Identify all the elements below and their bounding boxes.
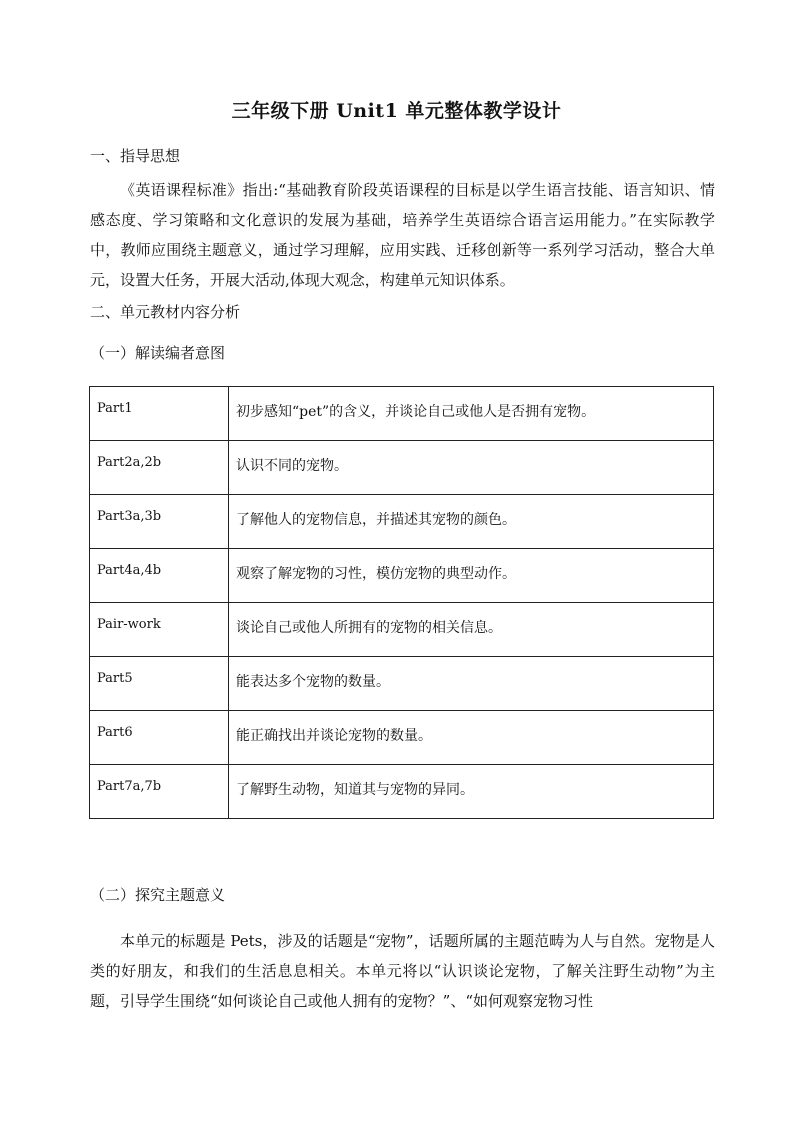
- table-cell-description: 观察了解宠物的习性，模仿宠物的典型动作。: [229, 549, 714, 603]
- table-cell-part: Part6: [90, 711, 229, 765]
- table-cell-part: Part7a,7b: [90, 765, 229, 819]
- theme-meaning-paragraph: 本单元的标题是 Pets，涉及的话题是“宠物”，话题所属的主题范畴为人与自然。宠物是人类的好朋友，和我们的生活息息相关。本单元将以“认识谈论宠物，了解关注野生动物”为主题，引导学生围绕“如何谈论自己或他人拥有的宠物？”、“如何观察宠物习性: [90, 932, 715, 1010]
- table-cell-part: Pair-work: [90, 603, 229, 657]
- table-row: [90, 495, 714, 549]
- editor-intent-table: [89, 386, 714, 819]
- table-cell-part: Part1: [90, 387, 229, 441]
- section-heading-guiding-thought: 一、指导思想: [90, 147, 181, 165]
- guiding-thought-paragraph: 《英语课程标准》指出:“基础教育阶段英语课程的目标是以学生语言技能、语言知识、情感态度、学习策略和文化意识的发展为基础，培养学生英语综合语言运用能力。”在实际教学中，教师应围绕主题意义，通过学习理解，应用实践、迁移创新等一系列学习活动，整合大单元，设置大任务，开展大活动,体现大观念，构建单元知识体系。: [90, 181, 715, 289]
- table-row: [90, 765, 714, 819]
- table-row: [90, 657, 714, 711]
- table-cell-description: 能正确找出并谈论宠物的数量。: [229, 711, 714, 765]
- table-row: [90, 441, 714, 495]
- table-row: [90, 549, 714, 603]
- table-cell-part: Part3a,3b: [90, 495, 229, 549]
- document-title: 三年级下册 Unit1 单元整体教学设计: [231, 100, 562, 122]
- table-cell-description: 初步感知“pet”的含义，并谈论自己或他人是否拥有宠物。: [229, 387, 714, 441]
- table-cell-description: 谈论自己或他人所拥有的宠物的相关信息。: [229, 603, 714, 657]
- table-row: [90, 711, 714, 765]
- table-row: [90, 387, 714, 441]
- subsection-heading-editor-intent: （一）解读编者意图: [90, 344, 226, 362]
- table-row: [90, 603, 714, 657]
- section-heading-content-analysis: 二、单元教材内容分析: [90, 303, 241, 321]
- subsection-heading-theme-meaning: （二）探究主题意义: [90, 886, 226, 904]
- table-cell-description: 了解野生动物，知道其与宠物的异同。: [229, 765, 714, 819]
- table-cell-part: Part4a,4b: [90, 549, 229, 603]
- table-cell-description: 了解他人的宠物信息，并描述其宠物的颜色。: [229, 495, 714, 549]
- table-cell-part: Part5: [90, 657, 229, 711]
- table-cell-part: Part2a,2b: [90, 441, 229, 495]
- table-cell-description: 认识不同的宠物。: [229, 441, 714, 495]
- table-cell-description: 能表达多个宠物的数量。: [229, 657, 714, 711]
